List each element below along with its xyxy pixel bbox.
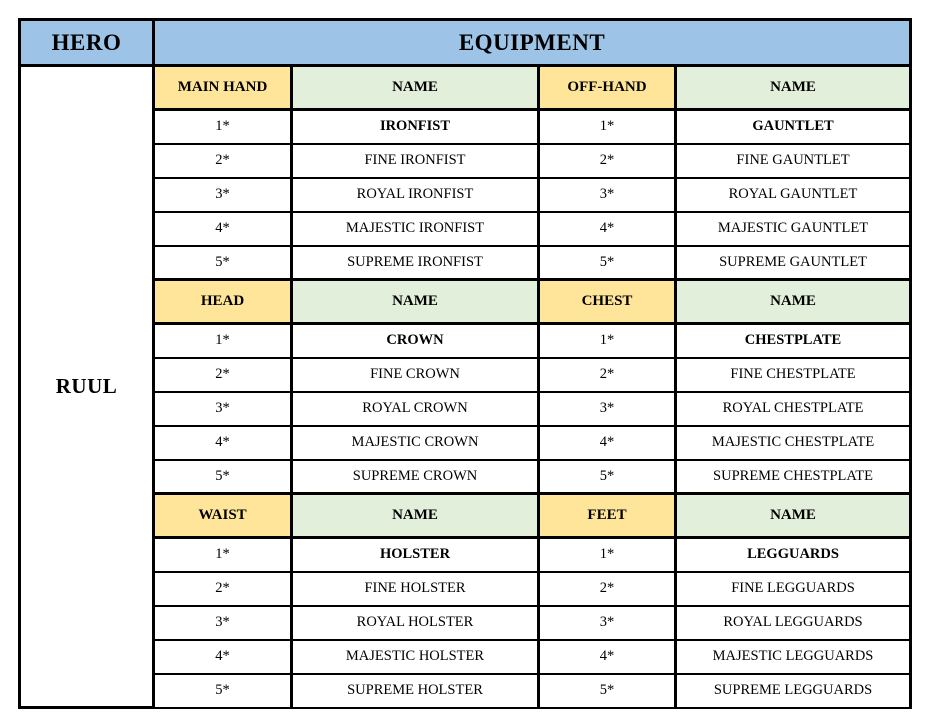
name-header-cell: NAME [676,66,911,110]
star-rank-cell: 3* [539,606,676,640]
slot-header-feet: FEET [539,494,676,538]
star-rank-cell: 5* [539,674,676,708]
item-name-cell: FINE CROWN [292,358,539,392]
star-rank-cell: 2* [539,358,676,392]
star-rank-cell: 4* [154,212,292,246]
star-rank-cell: 1* [154,538,292,572]
item-name-cell: FINE CHESTPLATE [676,358,911,392]
star-rank-cell: 5* [154,674,292,708]
item-name-cell: SUPREME CHESTPLATE [676,460,911,494]
star-rank-cell: 1* [154,110,292,144]
star-rank-cell: 2* [154,144,292,178]
item-name-cell: MAJESTIC LEGGUARDS [676,640,911,674]
table-row [20,426,911,460]
item-name-cell: MAJESTIC CROWN [292,426,539,460]
item-name-cell: IRONFIST [292,110,539,144]
table-row [20,572,911,606]
star-rank-cell: 3* [154,606,292,640]
star-rank-cell: 4* [539,640,676,674]
slot-header-chest: CHEST [539,280,676,324]
table-row [20,538,911,572]
item-name-cell: HOLSTER [292,538,539,572]
item-name-cell: SUPREME GAUNTLET [676,246,911,280]
item-name-cell: SUPREME LEGGUARDS [676,674,911,708]
item-name-cell: SUPREME HOLSTER [292,674,539,708]
star-rank-cell: 2* [539,144,676,178]
item-name-cell: MAJESTIC GAUNTLET [676,212,911,246]
item-name-cell: ROYAL CHESTPLATE [676,392,911,426]
star-rank-cell: 5* [154,246,292,280]
item-name-cell: ROYAL LEGGUARDS [676,606,911,640]
star-rank-cell: 2* [539,572,676,606]
item-name-cell: MAJESTIC IRONFIST [292,212,539,246]
name-header-cell: NAME [292,494,539,538]
name-header-cell: NAME [676,494,911,538]
item-name-cell: CROWN [292,324,539,358]
star-rank-cell: 3* [539,178,676,212]
star-rank-cell: 4* [539,426,676,460]
slot-header-off-hand: OFF-HAND [539,66,676,110]
table-row [20,640,911,674]
table-row [20,606,911,640]
table-row [20,246,911,280]
table-row [20,178,911,212]
star-rank-cell: 5* [539,460,676,494]
item-name-cell: FINE GAUNTLET [676,144,911,178]
name-header-cell: NAME [292,280,539,324]
star-rank-cell: 1* [539,110,676,144]
item-name-cell: ROYAL HOLSTER [292,606,539,640]
star-rank-cell: 1* [539,324,676,358]
item-name-cell: SUPREME CROWN [292,460,539,494]
table-row [20,460,911,494]
slot-header-head: HEAD [154,280,292,324]
star-rank-cell: 5* [539,246,676,280]
item-name-cell: MAJESTIC CHESTPLATE [676,426,911,460]
name-header-cell: NAME [676,280,911,324]
item-name-cell: FINE HOLSTER [292,572,539,606]
star-rank-cell: 2* [154,572,292,606]
equipment-header-cell: EQUIPMENT [154,20,911,66]
star-rank-cell: 1* [539,538,676,572]
item-name-cell: ROYAL IRONFIST [292,178,539,212]
name-header-cell: NAME [292,66,539,110]
item-name-cell: MAJESTIC HOLSTER [292,640,539,674]
table-row [20,358,911,392]
table-row [20,110,911,144]
star-rank-cell: 1* [154,324,292,358]
hero-name-cell: RUUL [20,66,154,708]
item-name-cell: SUPREME IRONFIST [292,246,539,280]
star-rank-cell: 2* [154,358,292,392]
table-row [20,392,911,426]
star-rank-cell: 4* [539,212,676,246]
table-row [20,212,911,246]
item-name-cell: FINE IRONFIST [292,144,539,178]
item-name-cell: LEGGUARDS [676,538,911,572]
item-name-cell: CHESTPLATE [676,324,911,358]
star-rank-cell: 3* [154,178,292,212]
table-row [20,324,911,358]
star-rank-cell: 4* [154,426,292,460]
item-name-cell: ROYAL CROWN [292,392,539,426]
star-rank-cell: 5* [154,460,292,494]
equipment-table [18,18,912,709]
hero-header-cell: HERO [20,20,154,66]
item-name-cell: ROYAL GAUNTLET [676,178,911,212]
item-name-cell: GAUNTLET [676,110,911,144]
star-rank-cell: 3* [154,392,292,426]
slot-header-waist: WAIST [154,494,292,538]
star-rank-cell: 4* [154,640,292,674]
item-name-cell: FINE LEGGUARDS [676,572,911,606]
table-row [20,674,911,708]
star-rank-cell: 3* [539,392,676,426]
table-row [20,144,911,178]
slot-header-main-hand: MAIN HAND [154,66,292,110]
